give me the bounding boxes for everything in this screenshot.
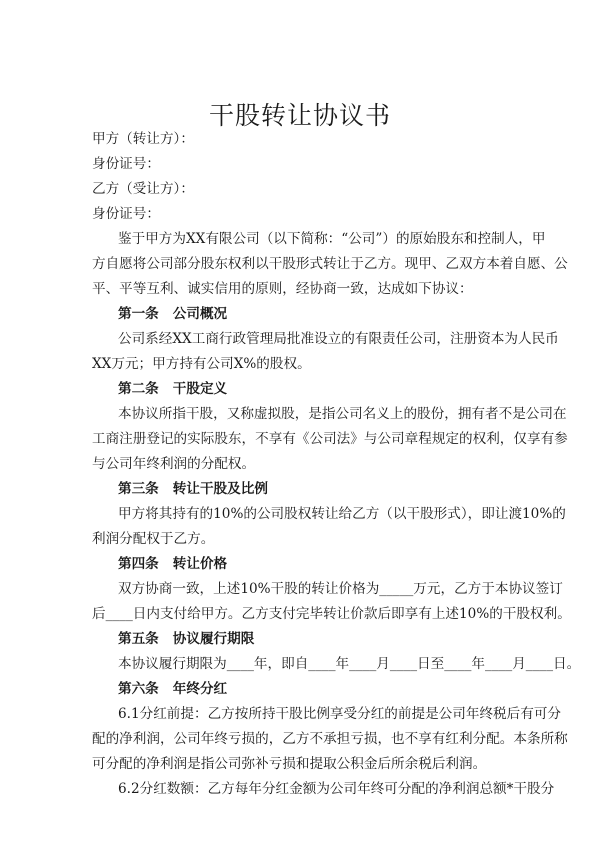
article-text-line: 6.1分红前提：乙方按所持干股比例享受分红的前提是公司年终税后有可分 xyxy=(118,706,562,722)
article-name: 公司概况 xyxy=(172,306,228,322)
article-text-line: 与公司年终利润的分配权。 xyxy=(92,456,256,472)
article-text-line: 利润分配权于乙方。 xyxy=(92,531,215,547)
article-text-line: 本协议履行期限为____年，即自____年____月____日至____年____月____日。 xyxy=(118,656,581,672)
article-number: 第四条 xyxy=(118,556,159,572)
article-heading xyxy=(118,305,558,323)
article-number: 第六条 xyxy=(118,681,159,697)
article-name: 干股定义 xyxy=(172,381,228,397)
article-number: 第三条 xyxy=(118,481,159,497)
document-title: 干股转让协议书 xyxy=(208,101,391,130)
preamble-line: 方自愿将公司部分股东权利以干股形式转让于乙方。现甲、乙双方本着自愿、公 xyxy=(92,256,568,272)
preamble-line: 鉴于甲方为XX有限公司（以下简称：“公司”）的原始股东和控制人，甲 xyxy=(118,231,546,247)
party-b-id-label: 身份证号： xyxy=(92,206,160,222)
article-heading xyxy=(118,680,558,698)
article-text-line: XX万元；甲方持有公司X%的股权。 xyxy=(92,356,311,372)
party-a-label: 甲方（转让方）： xyxy=(92,131,194,147)
article-text-line: 甲方将其持有的10%的公司股权转让给乙方（以干股形式），即让渡10%的 xyxy=(118,506,566,522)
article-heading xyxy=(118,380,558,398)
article-heading xyxy=(118,630,558,648)
article-text-line: 6.2分红数额：乙方每年分红金额为公司年终可分配的净利润总额*干股分 xyxy=(118,781,555,797)
article-number: 第一条 xyxy=(118,306,159,322)
article-heading xyxy=(118,480,558,498)
article-text-line: 双方协商一致，上述10%干股的转让价格为_____万元，乙方于本协议签订 xyxy=(118,581,563,597)
article-heading xyxy=(118,555,558,573)
article-name: 转让干股及比例 xyxy=(172,481,268,497)
article-name: 转让价格 xyxy=(172,556,228,572)
article-text-line: 公司系经XX工商行政管理局批准设立的有限责任公司，注册资本为人民币 xyxy=(118,331,559,347)
article-text-line: 工商注册登记的实际股东，不享有《公司法》与公司章程规定的权利，仅享有参 xyxy=(92,431,568,447)
article-name: 年终分红 xyxy=(172,681,228,697)
article-text-line: 可分配的净利润是指公司弥补亏损和提取公积金后所余税后利润。 xyxy=(92,756,487,772)
preamble-line: 平、平等互利、诚实信用的原则，经协商一致，达成如下协议： xyxy=(92,281,473,297)
article-text-line: 本协议所指干股，又称虚拟股，是指公司名义上的股份，拥有者不是公司在 xyxy=(118,406,567,422)
article-text-line: 后____日内支付给甲方。乙方支付完毕转让价款后即享有上述10%的干股权利。 xyxy=(92,606,571,622)
party-a-id-label: 身份证号： xyxy=(92,156,160,172)
article-number: 第二条 xyxy=(118,381,159,397)
article-number: 第五条 xyxy=(118,631,159,647)
party-b-label: 乙方（受让方）： xyxy=(92,181,194,197)
article-text-line: 配的净利润，公司年终亏损的，乙方不承担亏损，也不享有红利分配。本条所称 xyxy=(92,731,568,747)
article-name: 协议履行期限 xyxy=(172,631,255,647)
